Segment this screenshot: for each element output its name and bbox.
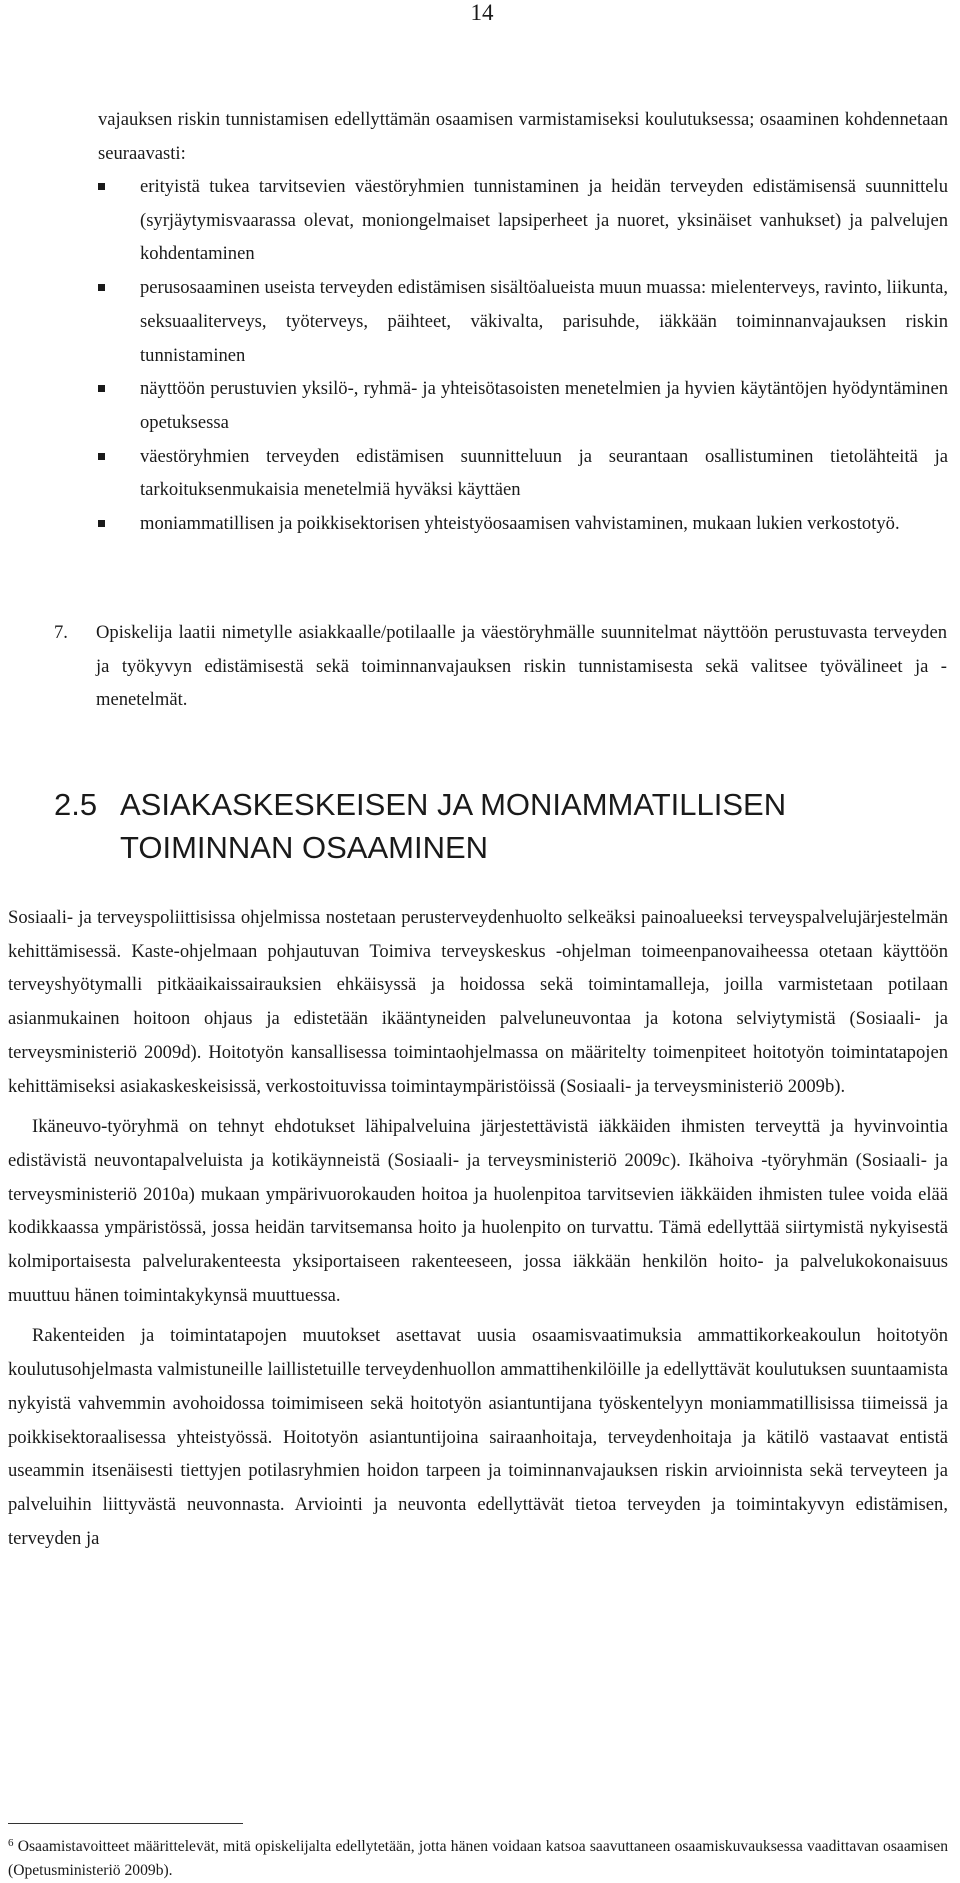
footnote-text: Osaamistavoitteet määrittelevät, mitä opiskelijalta edellytetään, jotta hänen voidaan katsoa saavuttaneen osaamiskuvauksessa vaadittavan osaamisen (Opetusministeriö 2009b). (8, 1838, 948, 1879)
list-item (98, 372, 948, 439)
square-bullet-icon (98, 183, 105, 190)
section-number: 2.5 (54, 787, 98, 822)
section-title-line-2: TOIMINNAN OSAAMINEN (120, 830, 489, 865)
square-bullet-icon (98, 520, 105, 527)
body-text (8, 901, 948, 1562)
footnote-marker: 6 (8, 1837, 14, 1849)
list-item (98, 170, 948, 271)
list-item-text: väestöryhmien terveyden edistämisen suunnitteluun ja seurantaan osallistuminen tietolähteitä ja tarkoituksenmukaisia menetelmiä hyväksi käyttäen (140, 445, 948, 501)
list-item-text: näyttöön perustuvien yksilö-, ryhmä- ja yhteisötasoisten menetelmien ja hyvien käytäntöjen hyödyntäminen opetuksessa (140, 378, 948, 433)
paragraph: Rakenteiden ja toimintatapojen muutokset asettavat uusia osaamisvaatimuksia ammattikorkeakoulun hoitotyön koulutusohjelmasta valmistuneille laillistetuille terveydenhuollon ammattihenkilöille ja edellyttävät koulutuksen suuntaamista nykyistä vahvemmin avohoidossa toimimiseen sekä hoitotyön asiantuntijana työskentelyyn moniammatillisissa tiimeissä ja poikkisektoraalisessa yhteistyössä. Hoitotyön asiantuntijoina sairaanhoitaja, terveydenhoitaja ja kätilö vastaavat entistä useammin itsenäisesti tiettyjen potilasryhmien hoidon tarpeen ja toiminnanvajauksen riskin arvioinnista sekä terveyteen ja palveluihin liittyvästä neuvonnasta. Arviointi ja neuvonta edellyttävät tietoa terveyden ja toimintakyvyn edistämisen, terveyden ja (8, 1325, 948, 1549)
square-bullet-icon (98, 385, 105, 392)
footnote-divider (8, 1823, 243, 1824)
list-item (98, 507, 948, 541)
page-number: 14 (470, 0, 494, 25)
section-heading (54, 783, 954, 869)
list-item-text: perusosaaminen useista terveyden edistämisen sisältöalueista muun muassa: mielenterveys, ravinto, liikunta, seksuaaliterveys, työterveys, päihteet, väkivalta, parisuhde, iäkkään toiminnanvajauksen riskin tunnistaminen (140, 277, 948, 366)
section-title-line-1: ASIAKASKESKEISEN JA MONIAMMATILLISEN (120, 787, 787, 822)
paragraph: Sosiaali- ja terveyspoliittisissa ohjelmissa nostetaan perusterveydenhuolto selkeäksi painoalueeksi terveyspalvelujärjestelmän kehittämisessä. Kaste-ohjelmaan pohjautuvan Toimiva terveyskeskus -ohjelman toimeenpanovaiheessa otetaan käyttöön terveyshyötymalli pitkäaikaissairauksien ehkäisyssä ja hoidossa sekä toimintamalleja, joilla varmistetaan potilaan asianmukainen hoitoon ohjaus ja edistetään ikääntyneiden palveluneuvontaa ja kotona selviytymistä (Sosiaali- ja terveysministeriö 2009d). Hoitotyön kansallisessa toimintaohjelmassa on määritelty toimenpiteet hoitotyön toimintatapojen kehittämiseksi asiakaskeskeisissä, verkostoituvissa toimintaympäristöissä (Sosiaali- ja terveysministeriö 2009b). (8, 907, 948, 1097)
list-item (98, 271, 948, 372)
list-item (98, 440, 948, 507)
competence-bullet-list (98, 170, 948, 541)
square-bullet-icon (98, 284, 105, 291)
footnote (8, 1831, 948, 1883)
list-item-text: erityistä tukea tarvitsevien väestöryhmien tunnistaminen ja heidän terveyden edistämisensä suunnittelu (syrjäytymisvaarassa olevat, moniongelmaiset lapsiperheet ja nuoret, yksinäiset vanhukset) ja palvelujen kohdentaminen (140, 176, 948, 265)
numbered-item-text: Opiskelija laatii nimetylle asiakkaalle/potilaalle ja väestöryhmälle suunnitelmat näyttöön perustuvasta terveyden ja työkyvyn edistämisestä sekä toiminnanvajauksen riskin tunnistamisesta sekä valitsee työvälineet ja -menetelmät. (96, 622, 947, 711)
numbered-item-7 (54, 616, 947, 717)
numbered-item-number: 7. (54, 622, 68, 643)
paragraph: Ikäneuvo-työryhmä on tehnyt ehdotukset lähipalveluina järjestettävistä iäkkäiden ihmisten terveyttä ja hyvinvointia edistävistä neuvontapalveluista ja kotikäynneistä (Sosiaali- ja terveysministeriö 2009c). Ikähoiva -työryhmän (Sosiaali- ja terveysministeriö 2010a) mukaan ympärivuorokauden hoitoa ja huolenpitoa tarvitsevien iäkkäiden ihmisten tulee voida elää kodikkaassa ympäristössä, jossa heidän tarvitsemansa hoito ja huolenpito on turvattu. Tämä edellyttää siirtymistä nykyisestä kolmiportaisesta palvelurakenteesta yksiportaiseen rakenteeseen, jossa iäkkään henkilön hoito- ja palvelukokonaisuus muuttuu hänen toimintakykynsä muuttuessa. (8, 1116, 948, 1306)
list-item-text: moniammatillisen ja poikkisektorisen yhteistyöosaamisen vahvistaminen, mukaan lukien verkostotyö. (140, 513, 900, 535)
intro-text: vajauksen riskin tunnistamisen edellyttämän osaamisen varmistamiseksi koulutuksessa; osaaminen kohdennetaan seuraavasti: (98, 109, 948, 164)
square-bullet-icon (98, 453, 105, 460)
